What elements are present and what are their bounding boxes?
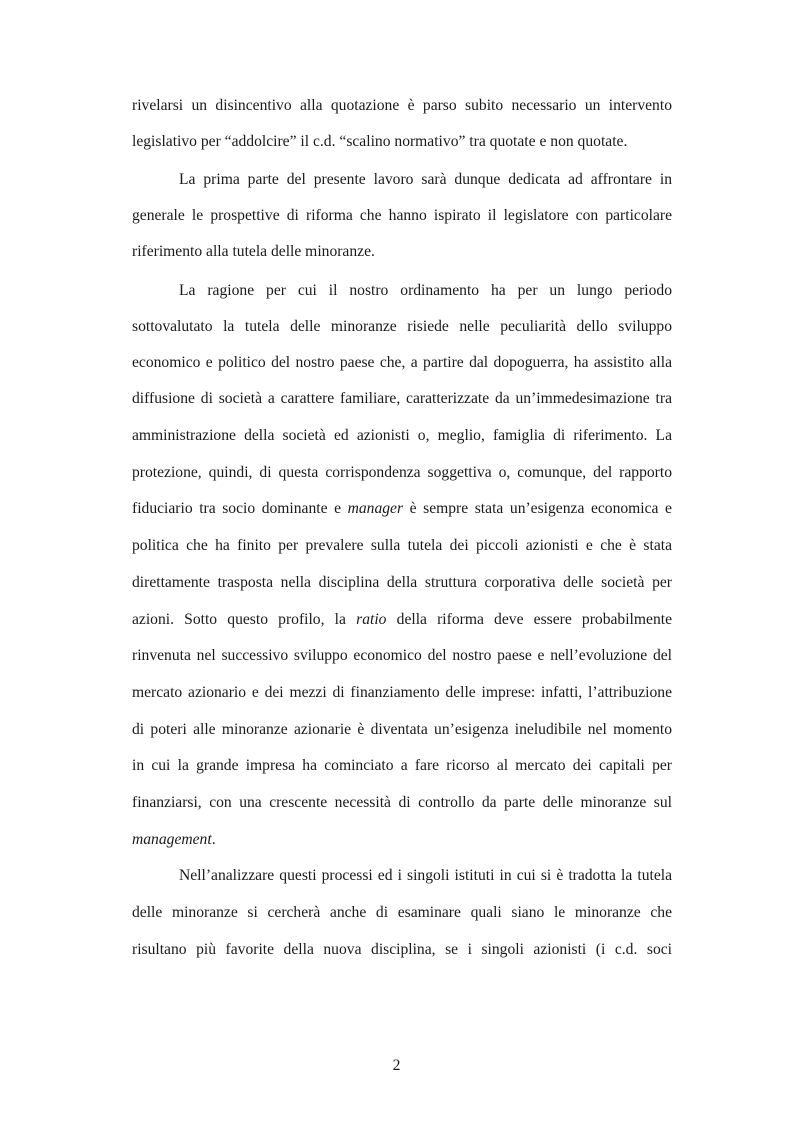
italic-term: management xyxy=(132,831,212,848)
text-segment: è sempre stata un’esigenza economica e xyxy=(409,500,672,517)
text-segment: fiduciario tra socio dominante e xyxy=(132,500,342,517)
text-line: politica che ha finito per prevalere sulla tutela dei piccoli azionisti e che è stata xyxy=(132,537,672,554)
text-line: amministrazione della società ed azionisti o, meglio, famiglia di riferimento. La xyxy=(132,427,672,444)
text-segment: azioni. Sotto questo profilo, la xyxy=(132,611,346,628)
page-number: 2 xyxy=(392,1057,401,1074)
text-line: riferimento alla tutela delle minoranze. xyxy=(132,243,375,260)
text-line: direttamente trasposta nella disciplina della struttura corporativa delle società per xyxy=(132,574,672,591)
text-line: delle minoranze si cercherà anche di esaminare quali siano le minoranze che xyxy=(132,904,672,921)
text-line: mercato azionario e dei mezzi di finanziamento delle imprese: infatti, l’attribuzione xyxy=(132,684,672,701)
text-line: finanziarsi, con una crescente necessità di controllo da parte delle minoranze sul xyxy=(132,794,672,811)
text-segment: della riforma deve essere probabilmente xyxy=(396,611,672,628)
text-line: Nell’analizzare questi processi ed i singoli istituti in cui si è tradotta la tutela xyxy=(179,867,672,884)
text-line: sottovalutato la tutela delle minoranze risiede nelle peculiarità dello sviluppo xyxy=(132,318,672,335)
text-line xyxy=(132,830,672,850)
text-line xyxy=(132,610,672,630)
text-line: generale le prospettive di riforma che hanno ispirato il legislatore con particolare xyxy=(132,207,672,224)
text-line: diffusione di società a carattere familiare, caratterizzate da un’immedesimazione tra xyxy=(132,390,672,407)
text-line xyxy=(132,499,672,519)
text-line: legislativo per “addolcire” il c.d. “scalino normativo” tra quotate e non quotate. xyxy=(132,133,628,150)
text-line: La ragione per cui il nostro ordinamento ha per un lungo periodo xyxy=(179,282,672,299)
text-line: in cui la grande impresa ha cominciato a fare ricorso al mercato dei capitali per xyxy=(132,757,672,774)
italic-term: ratio xyxy=(356,611,387,628)
text-line: di poteri alle minoranze azionarie è diventata un’esigenza ineludibile nel momento xyxy=(132,721,672,738)
text-line: rivelarsi un disincentivo alla quotazione è parso subito necessario un intervento xyxy=(132,97,672,114)
text-segment: . xyxy=(211,831,216,848)
text-line: La prima parte del presente lavoro sarà dunque dedicata ad affrontare in xyxy=(179,171,672,188)
italic-term: manager xyxy=(347,500,404,517)
text-line: rinvenuta nel successivo sviluppo economico del nostro paese e nell’evoluzione del xyxy=(132,647,672,664)
text-line: risultano più favorite della nuova disciplina, se i singoli azionisti (i c.d. soci xyxy=(132,941,672,958)
text-line: economico e politico del nostro paese che, a partire dal dopoguerra, ha assistito alla xyxy=(132,354,672,371)
text-line: protezione, quindi, di questa corrispondenza soggettiva o, comunque, del rapporto xyxy=(132,464,672,481)
